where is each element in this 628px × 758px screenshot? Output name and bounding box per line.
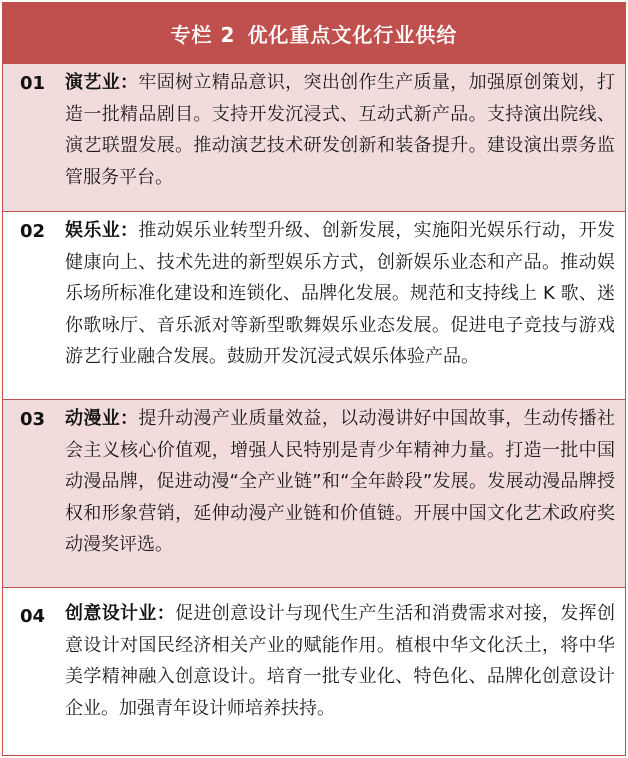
item-body: 牢固树立精品意识，突出创作生产质量，加强原创策划，打造一批精品剧目。支持开发沉浸式、互动式新产品。支持演出院线、演艺联盟发展。推动演艺技术研发创新和装备提升。建设演出票务监管服务平台。	[65, 72, 616, 188]
column-panel	[2, 2, 626, 756]
item-text	[58, 212, 625, 399]
column-title: 优化重点文化行业供给	[247, 22, 458, 47]
item-number: 02	[20, 221, 46, 242]
item-heading: 娱乐业：	[65, 220, 139, 241]
list-item-animation	[3, 399, 625, 587]
list-item-entertainment	[3, 211, 625, 399]
list-item-creative-design	[3, 587, 625, 755]
item-heading: 演艺业：	[65, 72, 139, 93]
column-label: 专栏 2	[170, 22, 236, 47]
list-item-performing-arts	[3, 63, 625, 211]
item-heading: 动漫业：	[65, 408, 139, 429]
item-text	[58, 64, 625, 211]
item-body: 促进创意设计与现代生产生活和消费需求对接，发挥创意设计对国民经济相关产业的赋能作用。植根中华文化沃土，将中华美学精神融入创意设计。培育一批专业化、特色化、品牌化创意设计企业。加强青年设计师培养扶持。	[65, 603, 616, 719]
item-text	[58, 400, 625, 587]
item-text	[58, 588, 625, 755]
column-header	[3, 3, 625, 63]
item-number: 03	[20, 409, 46, 430]
item-number: 01	[20, 73, 46, 94]
item-number: 04	[20, 606, 46, 627]
item-heading: 创意设计业：	[65, 603, 176, 624]
item-body: 提升动漫产业质量效益，以动漫讲好中国故事，生动传播社会主义核心价值观，增强人民特别是青少年精神力量。打造一批中国动漫品牌，促进动漫“全产业链”和“全年龄段”发展。发展动漫品牌授权和形象营销，延伸动漫产业链和价值链。开展中国文化艺术政府奖动漫奖评选。	[65, 408, 616, 555]
item-body: 推动娱乐业转型升级、创新发展，实施阳光娱乐行动，开发健康向上、技术先进的新型娱乐方式，创新娱乐业态和产品。推动娱乐场所标准化建设和连锁化、品牌化发展。规范和支持线上 K 歌、迷你歌咏厅、音乐派对等新型歌舞娱乐业态发展。促进电子竞技与游戏游艺行业融合发展。鼓励开发沉浸式娱乐体验产品。	[65, 220, 616, 367]
